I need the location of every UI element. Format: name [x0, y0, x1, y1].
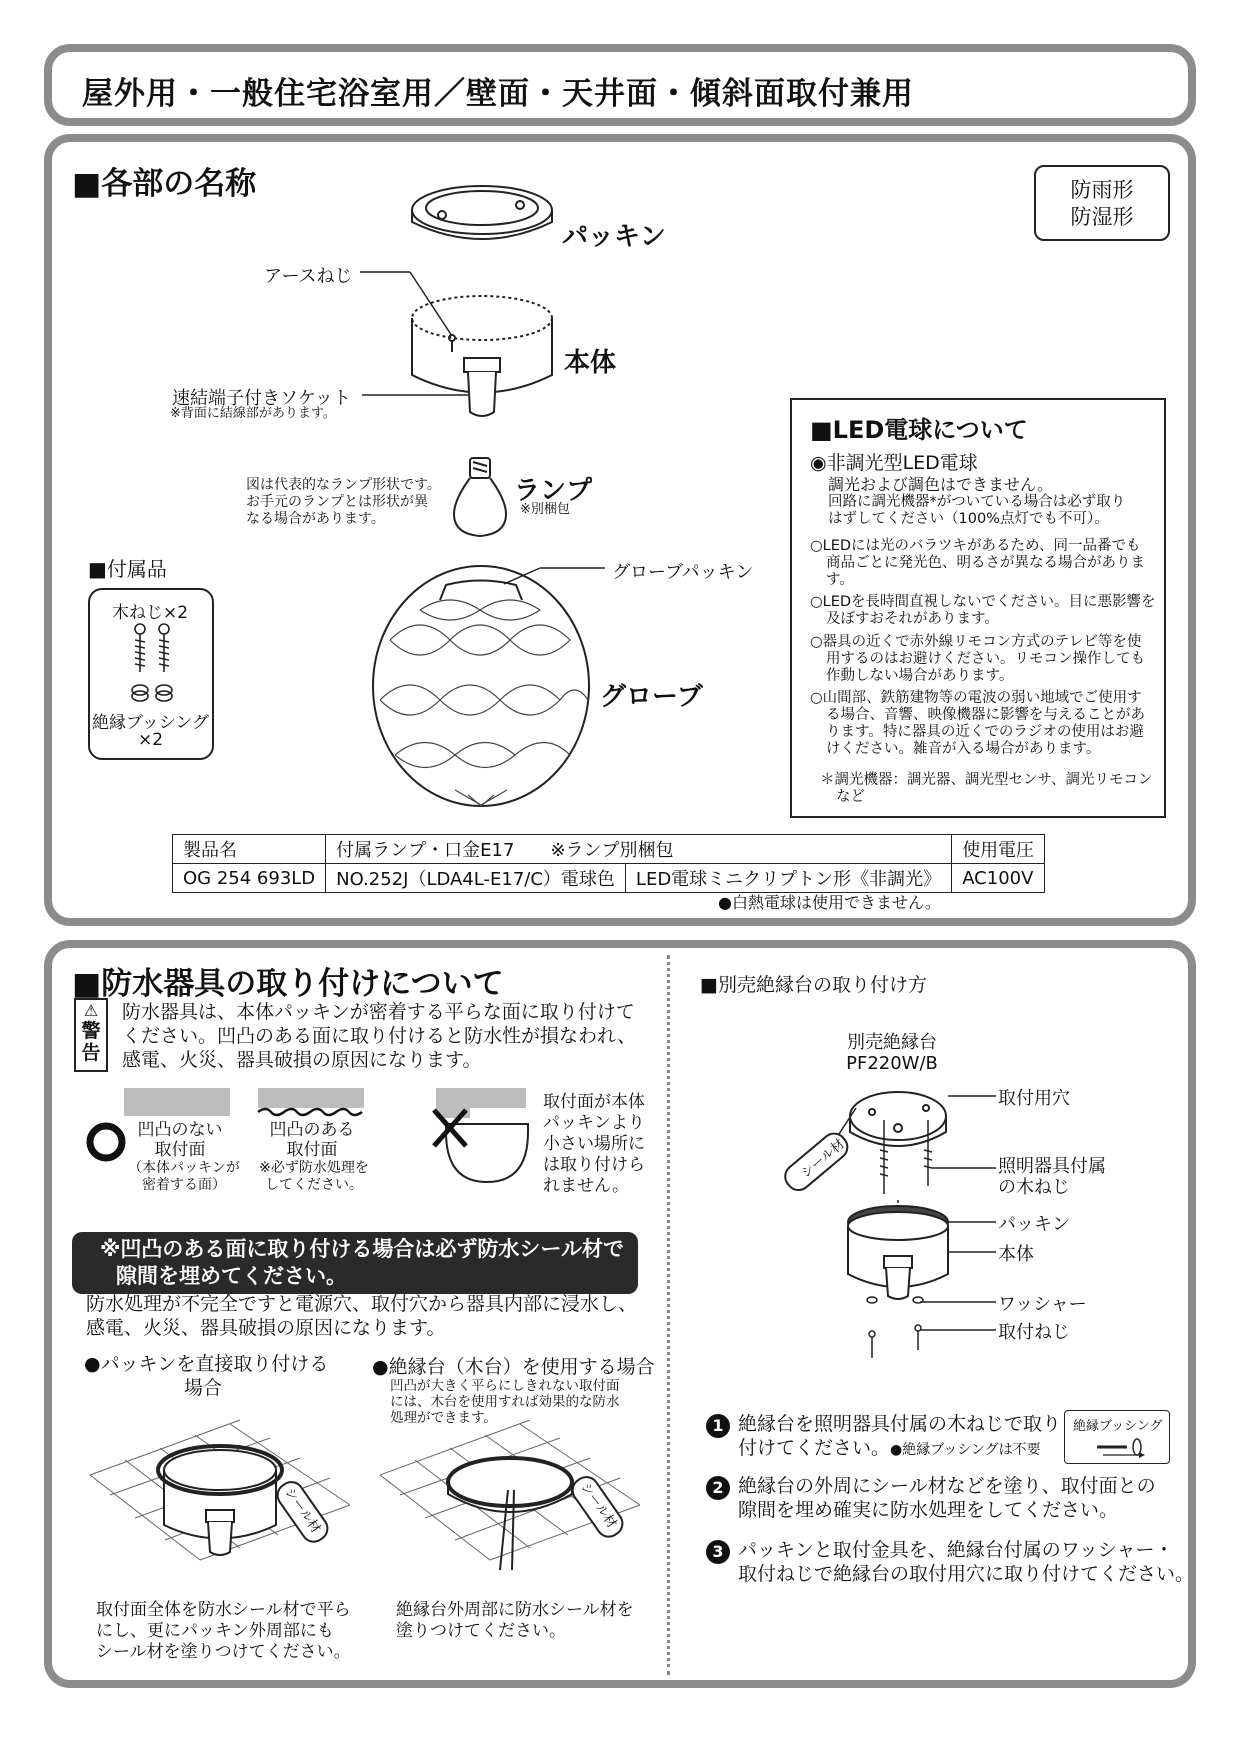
wood-screw-label-2: 照明器具付属 の木ねじ: [998, 1156, 1106, 1198]
led-bullet-1: ○LEDには光のバラツキがあるため、同一品番でも 商品ごとに発光色、明るさが異なる場合がありま す。: [810, 538, 1145, 588]
flat-surface-note: （本体パッキンが 密着する面）: [128, 1160, 240, 1193]
led-heading: ■LED電球について: [810, 416, 1028, 444]
install-heading: ■防水器具の取り付けについて: [72, 966, 504, 1002]
accessories-heading: ■付属品: [88, 557, 167, 581]
voltage: AC100V: [952, 864, 1045, 893]
step-number: 1: [706, 1414, 730, 1438]
case-base-caption: 絶縁台外周部に防水シール材を 塗りつけてください。: [396, 1600, 634, 1641]
body-label-2: 本体: [998, 1244, 1034, 1265]
led-footnote: ＊調光機器：調光器、調光型センサ、調光リモコン など: [820, 772, 1153, 805]
cause-text: 防水処理が不完全ですと電源穴、取付穴から器具内部に浸水し、 感電、火災、器具破損の原因になります。: [86, 1293, 638, 1339]
lamp-description: 図は代表的なランプ形状です。 お手元のランプとは形状が異 なる場合があります。: [246, 477, 441, 527]
bushing-label: 絶縁ブッシング: [92, 713, 210, 733]
wood-screw-label: 木ねじ×2: [112, 603, 189, 623]
base-heading: ■別売絶縁台の取り付け方: [700, 974, 927, 996]
base-product-name: 別売絶縁台 PF220W/B: [846, 1032, 938, 1074]
mount-hole-label: 取付用穴: [998, 1088, 1070, 1109]
base-seal-label: シール材: [798, 1136, 848, 1182]
globe-packing-label: グローブパッキン: [612, 562, 754, 583]
case-base-heading: ●絶縁台（木台）を使用する場合: [372, 1356, 655, 1378]
page-title: 屋外用・一般住宅浴室用／壁面・天井面・傾斜面取付兼用: [82, 76, 914, 112]
parts-heading: ■各部の名称: [72, 166, 257, 202]
table-header-voltage: 使用電圧: [952, 835, 1045, 864]
lamp-label: ランプ: [514, 476, 593, 506]
warning-badge: ⚠ 警 告: [74, 998, 108, 1072]
washer-label: ワッシャー: [998, 1294, 1087, 1315]
small-surface-note: 取付面が本体 パッキンより 小さい場所に は取り付けら れません。: [543, 1092, 645, 1196]
bushing-icon: [1093, 1437, 1153, 1457]
flat-surface-label: 凹凸のない 取付面: [137, 1120, 223, 1160]
table-header-product: 製品名: [173, 835, 326, 864]
fix-screw-label: 取付ねじ: [998, 1322, 1070, 1343]
socket-label: 速結端子付きソケット: [172, 388, 351, 409]
packing-label: パッキン: [562, 222, 666, 252]
led-caution: 回路に調光機器*がついている場合は必ず取り はずしてください（100%点灯でも不可）。: [828, 494, 1126, 527]
rough-surface-note: ※必ず防水処理を してください。: [259, 1160, 369, 1193]
case-direct-heading: ●パッキンを直接取り付ける 場合: [84, 1353, 329, 1399]
seal-label-1: シール材: [281, 1485, 324, 1537]
led-bullet-3: ○器具の近くで赤外線リモコン方式のテレビ等を使 用するのはお避けください。リモコン操作しても 作動しない場合があります。: [810, 634, 1145, 684]
led-line1: 調光および調色はできません。: [828, 475, 1053, 494]
led-subheading: ◉非調光型LED電球: [810, 452, 978, 474]
seal-note-bar: ※凹凸のある面に取り付ける場合は必ず防水シール材で 隙間を埋めてください。: [72, 1232, 638, 1294]
lamp-type: LED電球ミニクリプトン形《非調光》: [625, 864, 951, 893]
earth-screw-label: アースねじ: [264, 266, 353, 287]
bushing-box-label: 絶縁ブッシング: [1073, 1419, 1163, 1434]
packing-label-2: パッキン: [998, 1214, 1070, 1235]
lamp-code: NO.252J（LDA4L-E17/C）電球色: [326, 864, 626, 893]
bushing-box: [1064, 1410, 1170, 1464]
led-bullet-4: ○山間部、鉄筋建物等の電波の弱い地域でご使用す る場合、音響、映像機器に影響を与えることがあ ります。特に器具の近くでのラジオの使用はお避 けください。雑音が入る場合があります。: [810, 690, 1145, 757]
lamp-note: ※別梱包: [520, 502, 570, 517]
step-number: 3: [706, 1540, 730, 1564]
bushing-count: ×2: [138, 730, 164, 750]
product-code: OG 254 693LD: [173, 864, 326, 893]
case-base-note: 凹凸が大きく平らにしきれない取付面 には、木台を使用すれば効果的な防水 処理ができます。: [390, 1378, 620, 1426]
step-number: 2: [706, 1476, 730, 1500]
incandescent-note: ●白熱電球は使用できません。: [718, 893, 941, 912]
led-bullet-2: ○LEDを長時間直視しないでください。目に悪影響を 及ぼすおそれがあります。: [810, 594, 1156, 627]
rough-surface-label: 凹凸のある 取付面: [269, 1120, 355, 1160]
warning-text: 防水器具は、本体パッキンが密着する平らな面に取り付けて ください。凹凸のある面に取り付けると防水性が損なわれ、 感電、火災、器具破損の原因になります。: [122, 1001, 637, 1071]
table-header-lamp: 付属ランプ・口金E17 ※ランプ別梱包: [326, 835, 952, 864]
weatherproof-badge: 防雨形 防湿形: [1034, 165, 1170, 241]
warning-icon: ⚠: [83, 1001, 99, 1020]
globe-label: グローブ: [600, 682, 703, 712]
body-label: 本体: [564, 348, 617, 378]
seal-label-2: シール材: [577, 1480, 620, 1532]
socket-note: ※背面に結線部があります。: [170, 406, 336, 421]
case-direct-caption: 取付面全体を防水シール材で平ら にし、更にパッキン外周部にも シール材を塗りつけてください。: [96, 1600, 351, 1662]
